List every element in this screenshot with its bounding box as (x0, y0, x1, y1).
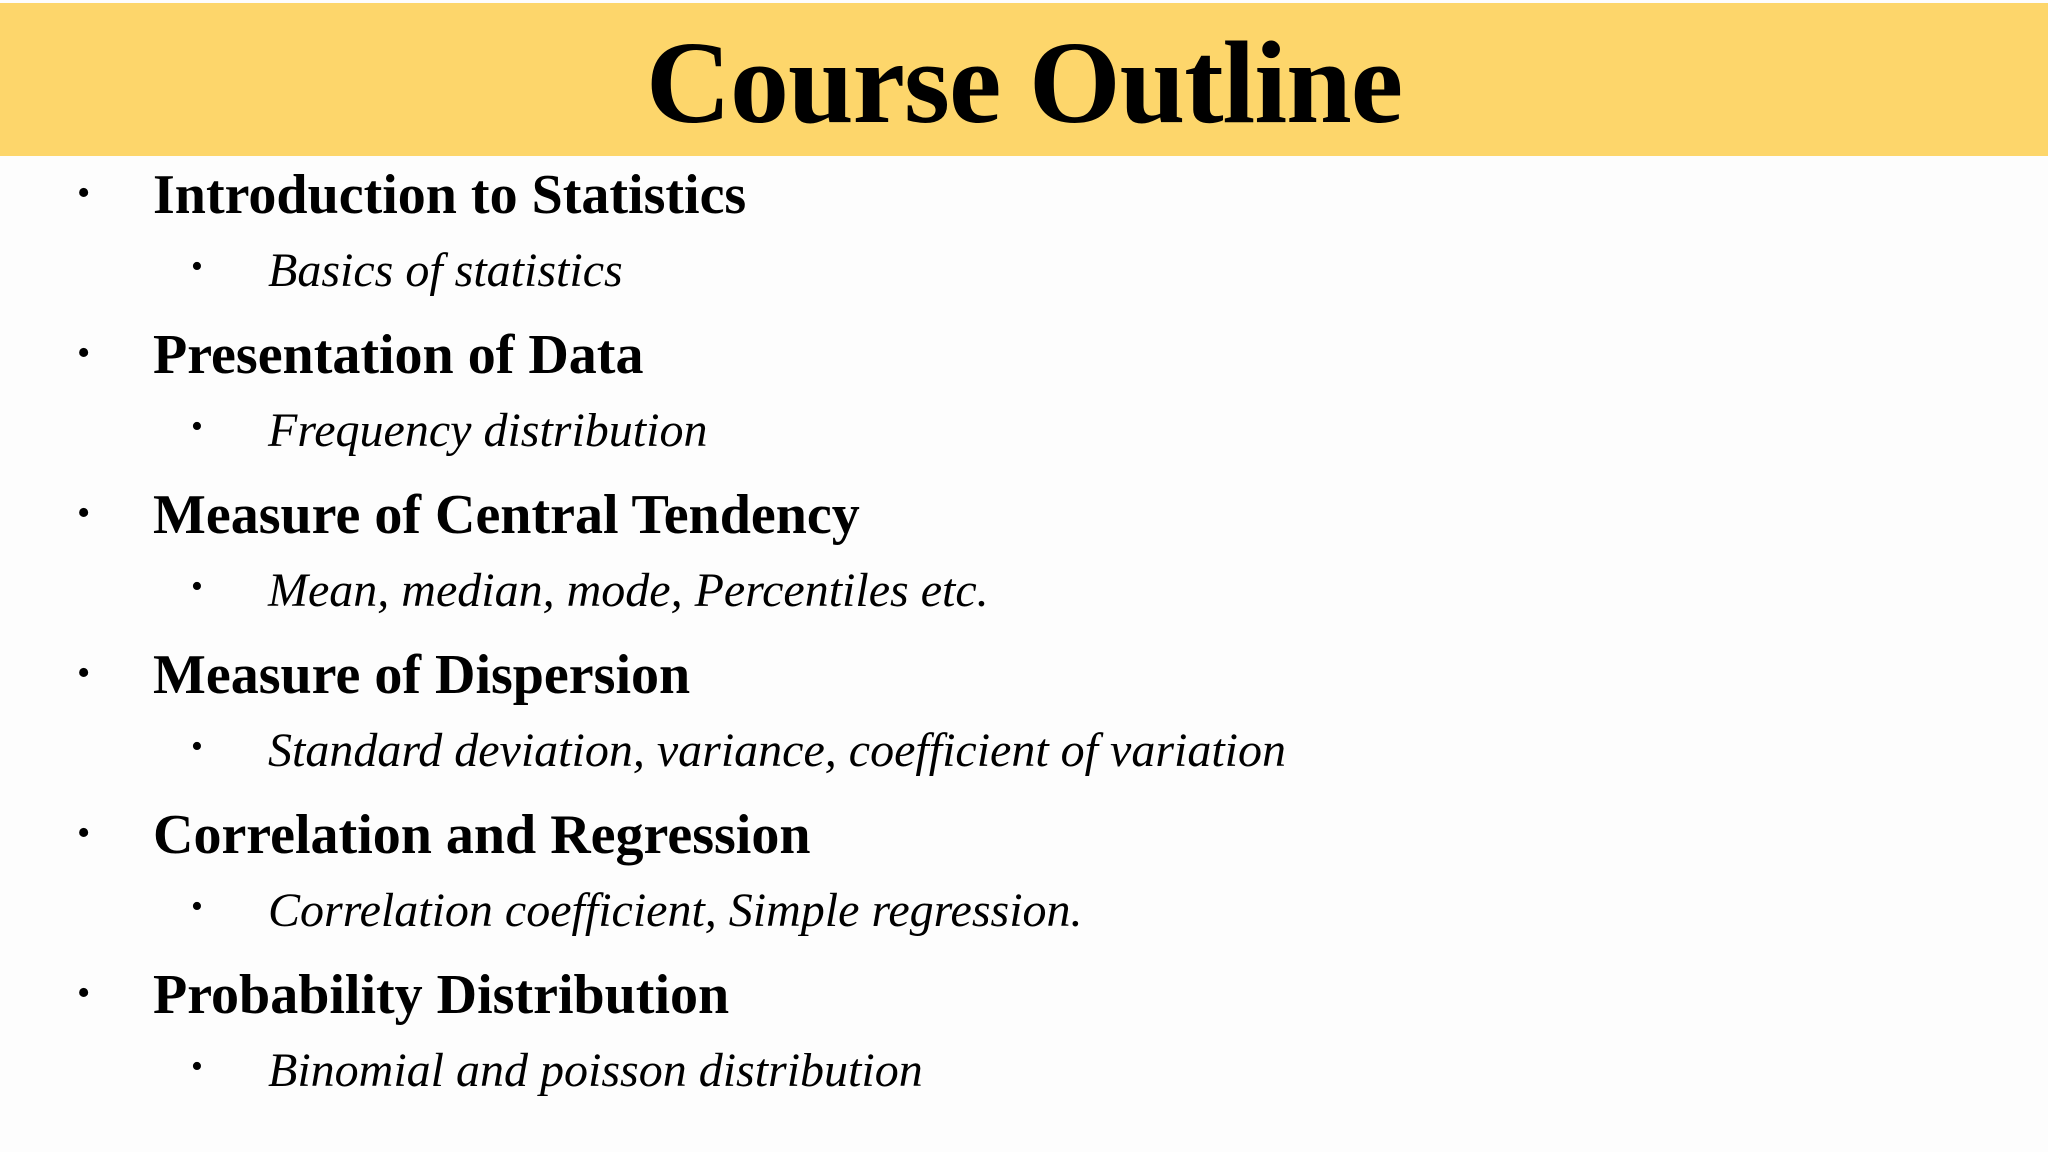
topic-detail: Standard deviation, variance, coefficient of variation (268, 724, 1287, 777)
outline-topic (0, 956, 2048, 1116)
course-outline-list (0, 156, 2048, 1116)
outline-topic (0, 316, 2048, 476)
bullet-icon: • (77, 172, 91, 214)
bullet-icon: • (77, 332, 91, 374)
topic-label: Presentation of Data (153, 324, 644, 386)
topic-label: Measure of Dispersion (153, 644, 691, 706)
bullet-icon: • (191, 568, 203, 605)
outline-topic (0, 636, 2048, 796)
topic-detail: Correlation coefficient, Simple regression. (268, 884, 1083, 937)
topic-label: Introduction to Statistics (153, 164, 747, 226)
slide-title-text: Course Outline (645, 17, 1403, 148)
topic-detail: Frequency distribution (268, 404, 708, 457)
bullet-icon: • (77, 972, 91, 1014)
bullet-icon: • (77, 652, 91, 694)
outline-topic (0, 156, 2048, 316)
bullet-icon: • (77, 492, 91, 534)
bullet-icon: • (191, 248, 203, 285)
topic-label: Probability Distribution (153, 964, 730, 1026)
topic-label: Measure of Central Tendency (153, 484, 860, 546)
slide-title (0, 18, 2048, 148)
bullet-icon: • (191, 888, 203, 925)
topic-detail: Basics of statistics (268, 244, 623, 297)
outline-topic (0, 796, 2048, 956)
topic-detail: Binomial and poisson distribution (268, 1044, 923, 1097)
topic-label: Correlation and Regression (153, 804, 811, 866)
outline-topic (0, 476, 2048, 636)
topic-detail: Mean, median, mode, Percentiles etc. (268, 564, 989, 617)
bullet-icon: • (77, 812, 91, 854)
bullet-icon: • (191, 408, 203, 445)
bullet-icon: • (191, 728, 203, 765)
bullet-icon: • (191, 1048, 203, 1085)
